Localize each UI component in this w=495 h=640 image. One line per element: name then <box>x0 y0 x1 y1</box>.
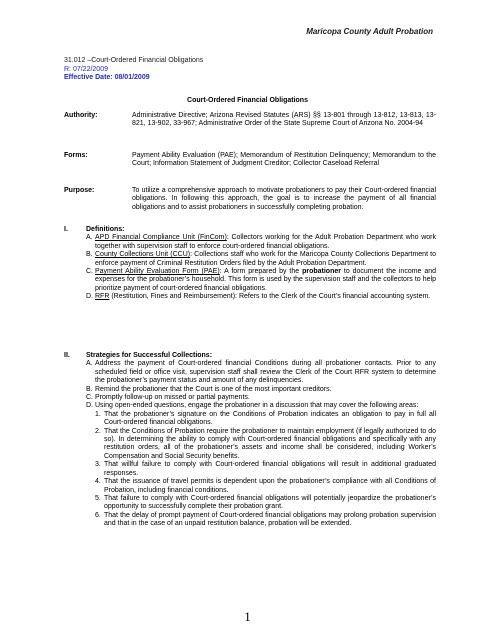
discussion-text: That the probationer’s signature on the Conditions of Probation indicates an obligation to pay in full all Court-ordered financial obligations. <box>104 410 436 427</box>
effective-date: Effective Date: 08/01/2009 <box>64 74 150 82</box>
strategy-text: Using open-ended questions, engage the probationer in a discussion that may cover the following areas: <box>95 402 419 410</box>
discussion-areas-list <box>95 411 436 529</box>
item-marker: B. <box>86 251 93 259</box>
item-marker: D. <box>86 402 93 410</box>
item-marker: C. <box>86 268 93 276</box>
purpose-text: To utilize a comprehensive approach to motivate probationers to pay their Court-ordered financial obligations. In following this approach, the goal is to increase the payment of all financial obligations and to assist probationers in successfully completing probation. <box>132 187 436 211</box>
strategy-item <box>86 394 436 402</box>
item-marker: 2. <box>95 427 101 435</box>
organization-header: Maricopa County Adult Probation <box>306 27 433 36</box>
definition-term: Payment Ability Evaluation Form (PAE) <box>95 268 220 276</box>
document-title: Court-Ordered Financial Obligations <box>187 97 308 104</box>
definition-text: : Collectors working for the Adult Probation Department who work together with supervision staff to enforce court-ordered financial obligations. <box>95 234 436 250</box>
discussion-item <box>95 461 436 478</box>
item-marker: A. <box>86 360 93 368</box>
definition-item <box>86 268 436 293</box>
page-number: 1 <box>244 609 251 624</box>
definition-emphasis: probationer <box>302 268 341 276</box>
definition-text: : Collections staff who work for the Maricopa County Collections Department to enforce payment of Criminal Restitution Orders filed by the Adult Probation Department. <box>95 251 436 267</box>
strategy-item <box>86 386 436 394</box>
authority-field <box>64 112 436 129</box>
definition-text: to document the income and expenses for the probationer’s household. This form is used by the supervision staff and the collectors to help prioritize payment of court-ordered financial obligations. <box>95 268 437 292</box>
forms-label: Forms: <box>64 152 88 159</box>
purpose-field <box>64 187 436 212</box>
discussion-text: That willful failure to comply with Court-ordered financial obligations will result in additional graduated responses. <box>104 461 436 477</box>
definition-text: (Restitution, Fines and Reimbursement): Refers to the Clerk of the Court’s financial accounting system. <box>109 293 431 301</box>
definition-item <box>86 251 436 268</box>
discussion-item <box>95 411 436 428</box>
strategy-text: Remind the probationer that the Court is one of the most important creditors. <box>95 385 332 393</box>
forms-text: Payment Ability Evaluation (PAE); Memorandum of Restitution Delinquency; Memorandum to the Court; Information Statement of Judgment Creditor; Collector Caseload Referral <box>132 152 436 168</box>
definition-term: RFR <box>95 293 110 301</box>
definition-item <box>86 234 436 251</box>
discussion-item <box>95 512 436 529</box>
definition-item <box>86 293 436 301</box>
strategy-item <box>86 402 436 410</box>
item-marker: 6. <box>95 511 101 519</box>
item-marker: A. <box>86 234 93 242</box>
definition-text: : A form prepared by the <box>219 268 303 276</box>
definition-term: County Collections Unit (CCU) <box>95 251 191 259</box>
discussion-item <box>95 478 436 495</box>
strategies-section <box>64 352 436 529</box>
section-numeral: II. <box>64 352 70 359</box>
discussion-item <box>95 428 436 462</box>
strategy-text: Promptly follow-up on missed or partial payments. <box>95 394 250 402</box>
discussion-text: That failure to comply with Court-ordered financial obligations will potentially jeopardize the probationer’s opportunity to successfully complete their probation grant. <box>104 494 436 511</box>
discussion-text: That the Conditions of Probation require the probationer to maintain employment (if legally authorized to do so). In determining the ability to comply with Court-ordered financial obligations and specifically with any restitution orders, all of the probationer’s assets and income shall be considered, including Worker’s Compensation and Social Security benefits. <box>104 427 436 460</box>
policy-number: 31.012 –Court-Ordered Financial Obligations <box>64 57 204 64</box>
strategy-text: Address the payment of Court-ordered financial Conditions during all probationer contacts. Prior to any scheduled field or office visit, supervision staff shall review the Clerk of the Court RFR system to determine the probationer’s payment status and amount of any delinquencies. <box>95 360 436 385</box>
definitions-section <box>64 226 436 302</box>
item-marker: B. <box>86 385 93 393</box>
strategy-item <box>86 360 436 385</box>
discussion-text: That the issuance of travel permits is dependent upon the probationer’s compliance with all Conditions of Probation, including financial conditions. <box>104 478 436 494</box>
item-marker: 3. <box>95 461 101 469</box>
authority-text: Administrative Directive; Arizona Revised Statutes (ARS) §§ 13-801 through 13-812, 13-813, 13-821, 13-902, 33-967; Administrative Order of the State Supreme Court of Arizona No. 2004-94 <box>132 112 436 128</box>
discussion-text: That the delay of prompt payment of Court-ordered financial obligations may prolong probation supervision and that in the case of an unpaid restitution balance, probation will be extended. <box>104 511 436 528</box>
authority-label: Authority: <box>64 112 98 119</box>
item-marker: D. <box>86 293 93 301</box>
section-numeral: I. <box>64 226 68 233</box>
policy-meta <box>64 57 203 83</box>
purpose-label: Purpose: <box>64 187 95 194</box>
item-marker: C. <box>86 394 93 402</box>
revision-date: R: 07/22/2009 <box>64 65 108 73</box>
section-heading: Strategies for Successful Collections: <box>86 352 213 359</box>
item-marker: 4. <box>95 478 101 486</box>
forms-field <box>64 152 436 169</box>
item-marker: 5. <box>95 494 101 502</box>
discussion-item <box>95 495 436 512</box>
item-marker: 1. <box>95 410 101 418</box>
definition-term: APD Financial Compliance Unit (FinCom) <box>95 234 227 242</box>
section-heading: Definitions: <box>86 226 125 233</box>
